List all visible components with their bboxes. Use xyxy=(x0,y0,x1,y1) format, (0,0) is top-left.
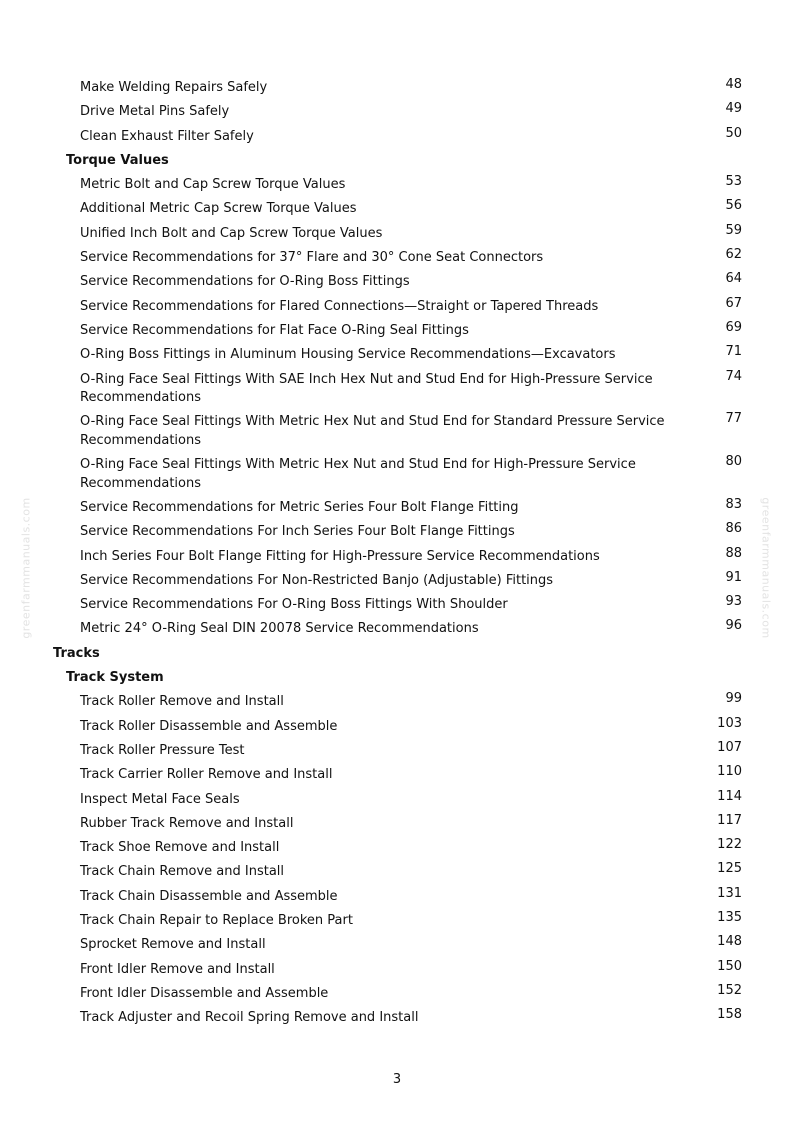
toc-entry[interactable] xyxy=(0,125,794,149)
toc-entry-page: 62 xyxy=(725,247,742,263)
toc-entry-page: 67 xyxy=(725,295,742,311)
toc-entry-title: Track Chain Remove and Install xyxy=(80,864,285,880)
toc-entry-title: Service Recommendations For O-Ring Boss Fittings With Shoulder xyxy=(80,597,508,613)
toc-entry-title: Service Recommendations for Metric Series Four Bolt Flange Fitting xyxy=(80,499,519,515)
toc-entry[interactable] xyxy=(0,295,794,319)
toc-entry[interactable] xyxy=(0,368,794,411)
toc-entry[interactable] xyxy=(0,812,794,836)
toc-entry-page: 158 xyxy=(717,1007,742,1023)
toc-entry-title: Service Recommendations for 37° Flare and 30° Cone Seat Connectors xyxy=(80,250,544,266)
toc-entry-page: 64 xyxy=(725,271,742,287)
toc-entry-title: Clean Exhaust Filter Safely xyxy=(80,128,254,144)
toc-entry-title: Drive Metal Pins Safely xyxy=(80,104,230,120)
toc-entry[interactable] xyxy=(0,319,794,343)
toc-entry[interactable] xyxy=(0,617,794,641)
toc-entry[interactable] xyxy=(0,836,794,860)
toc-entry-page: 86 xyxy=(725,521,742,537)
toc-entry-page: 91 xyxy=(725,569,742,585)
toc-entry-page: 99 xyxy=(725,691,742,707)
toc-entry[interactable] xyxy=(0,909,794,933)
toc-entry[interactable] xyxy=(0,453,794,496)
page-number: 3 xyxy=(392,1072,402,1087)
toc-entry[interactable] xyxy=(0,593,794,617)
toc-entry-title: O-Ring Face Seal Fittings With SAE Inch Hex Nut and Stud End for High-Pressure Service Recommendations xyxy=(80,371,653,406)
toc-entry[interactable] xyxy=(0,690,794,714)
toc-entry-title: Track System xyxy=(66,670,164,686)
toc-entry-page: 125 xyxy=(717,861,742,877)
toc-entry[interactable] xyxy=(0,197,794,221)
toc-entry[interactable] xyxy=(0,246,794,270)
toc-entry[interactable] xyxy=(0,788,794,812)
toc-entry[interactable] xyxy=(0,520,794,544)
toc-entry[interactable] xyxy=(0,100,794,124)
watermark-left: greenfarmmanuals.com xyxy=(19,497,33,639)
toc-entry-title: O-Ring Face Seal Fittings With Metric Hex Nut and Stud End for Standard Pressure Service Recommendations xyxy=(80,414,665,448)
watermark-right: greenfarmmanuals.com xyxy=(759,497,773,639)
toc-entry-page: 69 xyxy=(725,319,742,335)
toc-entry[interactable] xyxy=(0,496,794,520)
toc-entry[interactable] xyxy=(0,885,794,909)
toc-entry-title: O-Ring Boss Fittings in Aluminum Housing Service Recommendations—Excavators xyxy=(80,347,616,363)
toc-entry-page: 150 xyxy=(717,958,742,974)
toc-entry-title: Track Adjuster and Recoil Spring Remove and Install xyxy=(80,1010,419,1026)
toc-entry-page: 59 xyxy=(725,222,742,238)
toc-entry-page: 131 xyxy=(717,885,742,901)
toc-entry[interactable] xyxy=(0,173,794,197)
toc-entry-title: Track Shoe Remove and Install xyxy=(80,840,280,856)
toc-entry-page: 117 xyxy=(717,812,742,828)
toc-entry-title: Service Recommendations For Non-Restricted Banjo (Adjustable) Fittings xyxy=(80,572,554,588)
toc-entry[interactable] xyxy=(0,569,794,593)
toc-entry-page: 148 xyxy=(717,934,742,950)
toc-entry-title: Inspect Metal Face Seals xyxy=(80,791,240,807)
toc-entry-title: Service Recommendations for Flat Face O-Ring Seal Fittings xyxy=(80,322,469,338)
toc-entry-page: 107 xyxy=(717,739,742,755)
toc-entry-title: Torque Values xyxy=(66,152,169,168)
toc-entry-page: 48 xyxy=(725,77,742,92)
toc-entry[interactable] xyxy=(0,343,794,367)
toc-entry[interactable] xyxy=(0,76,794,100)
toc-entry-title: Sprocket Remove and Install xyxy=(80,937,266,953)
toc-entry-title: Track Chain Repair to Replace Broken Part xyxy=(80,913,353,928)
toc-entry-page: 71 xyxy=(725,344,742,360)
toc-entry[interactable] xyxy=(0,982,794,1006)
toc-entry[interactable] xyxy=(0,933,794,957)
toc-entry[interactable] xyxy=(0,860,794,884)
toc-entry[interactable] xyxy=(0,739,794,763)
toc-entry-page: 80 xyxy=(725,454,742,470)
toc-entry-page: 50 xyxy=(725,125,742,141)
toc-entry-title: Track Roller Remove and Install xyxy=(80,694,284,710)
toc-entry-title: Metric 24° O-Ring Seal DIN 20078 Service Recommendations xyxy=(80,621,479,637)
toc-entry-page: 77 xyxy=(725,411,742,427)
toc-entry-title: Make Welding Repairs Safely xyxy=(80,80,268,95)
toc-entry-title: Track Carrier Roller Remove and Install xyxy=(80,767,333,783)
toc-entry[interactable] xyxy=(0,763,794,787)
toc-entry-title: Service Recommendations for Flared Connections—Straight or Tapered Threads xyxy=(80,298,599,314)
toc-entry[interactable] xyxy=(0,1006,794,1030)
toc-entry-page: 56 xyxy=(725,198,742,214)
toc-entry-page: 88 xyxy=(725,545,742,561)
toc-entry[interactable] xyxy=(0,270,794,294)
toc-entry-page: 110 xyxy=(717,764,742,780)
toc-entry-page: 74 xyxy=(725,368,742,384)
toc-entry-title: Inch Series Four Bolt Flange Fitting for High-Pressure Service Recommendations xyxy=(80,548,600,564)
toc-entry[interactable] xyxy=(0,715,794,739)
toc-entry-page: 152 xyxy=(717,982,742,998)
toc-entry-title: Metric Bolt and Cap Screw Torque Values xyxy=(80,177,346,193)
toc-entry-page: 122 xyxy=(717,837,742,853)
toc-section-heading xyxy=(0,666,794,690)
toc-entry-title: Track Roller Pressure Test xyxy=(80,742,245,758)
toc-entry-page: 135 xyxy=(717,910,742,925)
toc-entry-title: Track Roller Disassemble and Assemble xyxy=(80,718,338,734)
toc-entry-title: Tracks xyxy=(53,645,100,661)
toc-entry-title: Front Idler Disassemble and Assemble xyxy=(80,985,329,1001)
toc-entry[interactable] xyxy=(0,545,794,569)
toc-entry-title: Service Recommendations For Inch Series Four Bolt Flange Fittings xyxy=(80,524,515,540)
toc-entry-page: 96 xyxy=(725,618,742,634)
toc-section-heading xyxy=(0,149,794,173)
toc-entry-title: Additional Metric Cap Screw Torque Values xyxy=(80,201,357,217)
toc-entry-page: 93 xyxy=(725,594,742,610)
toc-entry-page: 49 xyxy=(725,101,742,117)
toc-entry-title: Unified Inch Bolt and Cap Screw Torque Values xyxy=(80,225,383,241)
toc-section-heading xyxy=(0,642,794,666)
table-of-contents xyxy=(0,76,794,1030)
toc-entry-page: 53 xyxy=(725,174,742,190)
toc-entry-page: 83 xyxy=(725,496,742,512)
toc-entry[interactable] xyxy=(0,222,794,246)
toc-entry-page: 114 xyxy=(717,788,742,804)
toc-entry-page: 103 xyxy=(717,715,742,731)
toc-entry[interactable] xyxy=(0,410,794,453)
toc-entry-title: Front Idler Remove and Install xyxy=(80,961,275,977)
toc-entry-title: Track Chain Disassemble and Assemble xyxy=(80,888,338,904)
toc-entry-title: Rubber Track Remove and Install xyxy=(80,815,294,831)
toc-entry-title: O-Ring Face Seal Fittings With Metric Hex Nut and Stud End for High-Pressure Service Recommendations xyxy=(80,457,636,491)
toc-entry-title: Service Recommendations for O-Ring Boss Fittings xyxy=(80,274,410,290)
toc-entry[interactable] xyxy=(0,958,794,982)
